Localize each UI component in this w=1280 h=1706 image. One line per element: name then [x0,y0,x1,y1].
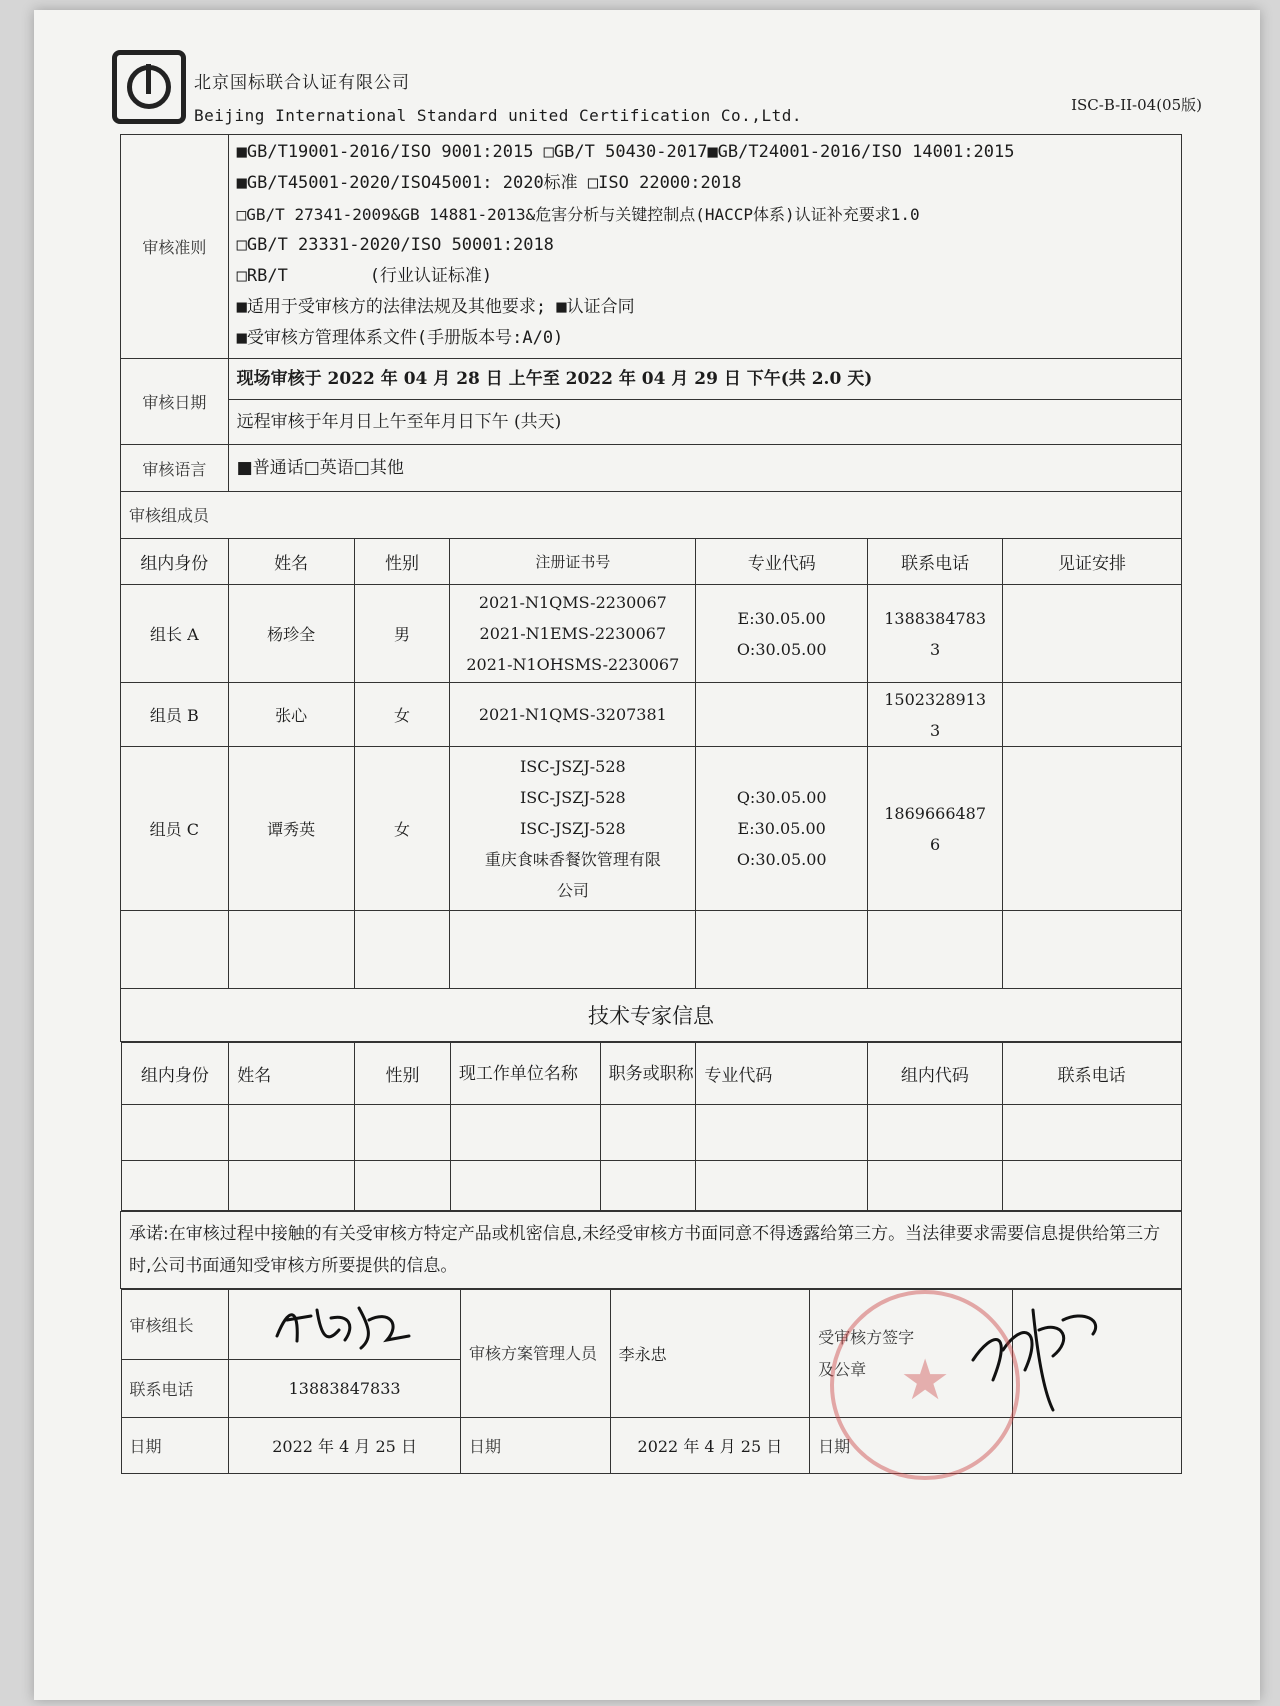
phone-line: 6 [930,834,941,854]
audit-language-row [121,445,1182,492]
phone-line: 1502328913 [884,689,987,709]
expert-col-group-code: 组内代码 [868,1043,1003,1105]
manager-label: 审核方案管理人员 [460,1290,610,1418]
company-seal-icon [830,1290,1020,1480]
audit-date-row [121,359,1182,400]
specialty-code: O:30.05.00 [736,850,827,869]
criteria-line: □GB/T 23331-2020/ISO 50001:2018 [236,235,554,255]
member-name: 张心 [228,683,354,747]
phone-label: 联系电话 [121,1360,229,1418]
table-row [121,1105,1181,1161]
team-title: 审核组成员 [121,492,1182,539]
expert-col-gender: 性别 [355,1043,451,1105]
criteria-line: ■适用于受审核方的法律法规及其他要求; ■认证合同 [236,297,635,317]
member-codes [696,683,868,747]
member-witness [1003,747,1182,911]
table-row [121,911,1182,989]
auditee-label: 受审核方签字及公章 [818,1327,915,1379]
team-header-row [121,539,1182,585]
col-header-cert: 注册证书号 [450,539,696,585]
company-logo-icon [112,50,186,124]
member-gender: 女 [354,683,450,747]
leader-date: 2022 年 4 月 25 日 [229,1418,461,1474]
member-certs [450,747,696,911]
cert-number: 重庆食味香餐饮管理有限 [484,850,661,869]
specialty-code: Q:30.05.00 [736,788,827,807]
document-header [112,50,1212,130]
leader-date-label: 日期 [121,1418,229,1474]
audit-language-value: ■普通话□英语□其他 [228,445,1181,492]
table-row [121,683,1182,747]
member-gender: 女 [354,747,450,911]
member-name: 杨珍全 [228,585,354,683]
onsite-audit-date: 现场审核于 2022 年 04 月 28 日 上午至 2022 年 04 月 29 日 下午(共 2.0 天) [228,359,1181,400]
manager-date-label: 日期 [460,1418,610,1474]
cert-number: ISC-JSZJ-528 [519,757,626,776]
expert-col-phone: 联系电话 [1002,1043,1181,1105]
company-name-cn: 北京国标联合认证有限公司 [194,73,410,93]
criteria-content [228,135,1181,359]
cert-number: 2021-N1QMS-3207381 [478,705,667,724]
col-header-phone: 联系电话 [868,539,1003,585]
cert-number: 2021-N1QMS-2230067 [478,593,667,612]
leader-signature-cell [229,1290,461,1360]
experts-title: 技术专家信息 [121,989,1182,1042]
auditee-date [1012,1418,1181,1474]
expert-col-role: 组内身份 [121,1043,229,1105]
auditee-signature-cell [1012,1290,1181,1418]
member-codes [696,747,868,911]
cert-number: 公司 [556,881,589,900]
member-role: 组员 C [121,747,229,911]
phone-line: 1388384783 [884,608,987,628]
phone-line: 3 [930,639,941,659]
member-witness [1003,585,1182,683]
phone-line: 3 [930,720,941,740]
col-header-role: 组内身份 [121,539,229,585]
member-certs [450,683,696,747]
cert-number: ISC-JSZJ-528 [519,819,626,838]
cert-number: 2021-N1EMS-2230067 [479,624,667,643]
leader-label: 审核组长 [121,1290,229,1360]
member-name: 谭秀英 [228,747,354,911]
table-row [121,747,1182,911]
leader-signature [269,1296,429,1356]
criteria-line: □GB/T 27341-2009&GB 14881-2013&危害分析与关键控制点(HACCP体系)认证补充要求1.0 [236,205,920,224]
cert-number: ISC-JSZJ-528 [519,788,626,807]
audit-language-label: 审核语言 [121,445,229,492]
company-name-en: Beijing International Standard united Certification Co.,Ltd. [194,106,802,125]
col-header-witness: 见证安排 [1003,539,1182,585]
expert-col-employer: 现工作单位名称 [450,1043,600,1105]
member-phone [868,747,1003,911]
criteria-row [121,135,1182,359]
auditee-date-label: 日期 [810,1418,1013,1474]
audit-date-label: 审核日期 [121,359,229,445]
manager-date: 2022 年 4 月 25 日 [610,1418,810,1474]
member-phone [868,683,1003,747]
table-row [121,585,1182,683]
confidentiality-commitment: 承诺:在审核过程中接触的有关受审核方特定产品或机密信息,未经受审核方书面同意不得透露给第三方。当法律要求需要信息提供给第三方时,公司书面通知受审核方所要提供的信息。 [121,1212,1182,1289]
col-header-code: 专业代码 [696,539,868,585]
criteria-label: 审核准则 [121,135,229,359]
remote-audit-date: 远程审核于年月日上午至年月日下午 (共天) [228,400,1181,445]
experts-table [121,1042,1182,1211]
member-codes [696,585,868,683]
experts-header-row [121,1043,1181,1105]
member-role: 组员 B [121,683,229,747]
specialty-code: E:30.05.00 [737,819,826,838]
expert-col-title: 职务或职称 [600,1043,696,1105]
document-code: ISC-B-II-04(05版) [1071,96,1202,114]
criteria-line: ■GB/T19001-2016/ISO 9001:2015 □GB/T 50430-2017■GB/T24001-2016/ISO 14001:2015 [236,142,1015,162]
col-header-name: 姓名 [228,539,354,585]
table-row [121,1161,1181,1211]
specialty-code: O:30.05.00 [736,639,827,659]
phone-line: 1869666487 [884,803,987,823]
criteria-line: □RB/T (行业认证标准) [236,266,493,286]
expert-col-code: 专业代码 [696,1043,868,1105]
manager-name: 李永忠 [610,1290,810,1418]
criteria-line: ■受审核方管理体系文件(手册版本号:A/0) [236,328,564,348]
audit-plan-table [120,134,1182,1474]
member-phone [868,585,1003,683]
member-role: 组长 A [121,585,229,683]
leader-phone: 13883847833 [229,1360,461,1418]
member-witness [1003,683,1182,747]
member-gender: 男 [354,585,450,683]
criteria-line: ■GB/T45001-2020/ISO45001: 2020标准 □ISO 22000:2018 [236,173,742,193]
signoff-table [121,1289,1182,1474]
member-certs [450,585,696,683]
col-header-gender: 性别 [354,539,450,585]
cert-number: 2021-N1OHSMS-2230067 [466,655,680,674]
expert-col-name: 姓名 [229,1043,355,1105]
specialty-code: E:30.05.00 [737,608,826,628]
